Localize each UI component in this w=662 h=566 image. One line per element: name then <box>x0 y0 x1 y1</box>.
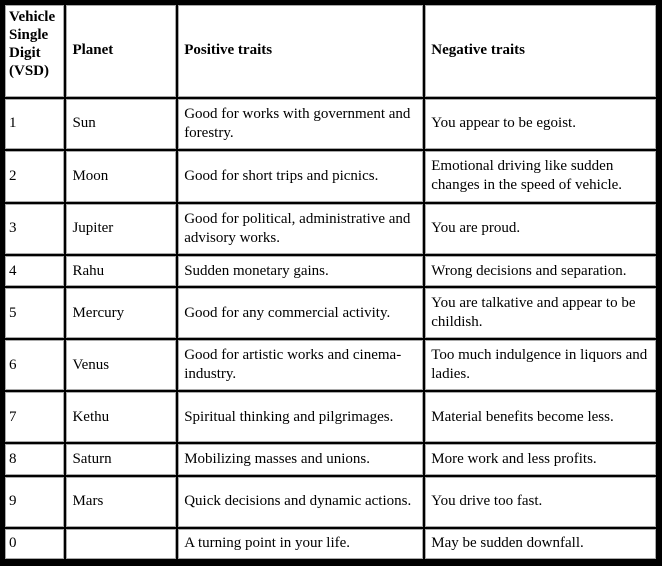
cell-positive: Sudden monetary gains. <box>178 256 423 286</box>
vsd-traits-table <box>3 3 658 561</box>
table-row <box>5 529 656 559</box>
cell-negative: You are talkative and appear to be childish. <box>425 288 656 338</box>
cell-digit: 9 <box>5 477 64 527</box>
header-planet: Planet <box>66 5 176 97</box>
cell-planet: Jupiter <box>66 204 176 254</box>
cell-negative: Wrong decisions and separation. <box>425 256 656 286</box>
table-row <box>5 477 656 527</box>
cell-digit: 3 <box>5 204 64 254</box>
cell-negative: More work and less profits. <box>425 444 656 474</box>
cell-positive: A turning point in your life. <box>178 529 423 559</box>
cell-digit: 6 <box>5 340 64 390</box>
table-row <box>5 99 656 149</box>
cell-negative: May be sudden downfall. <box>425 529 656 559</box>
cell-planet: Mercury <box>66 288 176 338</box>
table-row <box>5 392 656 442</box>
table-row <box>5 151 656 202</box>
header-positive-traits: Positive traits <box>178 5 423 97</box>
cell-planet: Sun <box>66 99 176 149</box>
cell-planet: Rahu <box>66 256 176 286</box>
cell-negative: Emotional driving like sudden changes in the speed of vehicle. <box>425 151 656 202</box>
cell-negative: You are proud. <box>425 204 656 254</box>
cell-positive: Spiritual thinking and pilgrimages. <box>178 392 423 442</box>
header-vsd: Vehicle Single Digit (VSD) <box>5 5 64 97</box>
cell-digit: 1 <box>5 99 64 149</box>
table-row <box>5 256 656 286</box>
cell-positive: Quick decisions and dynamic actions. <box>178 477 423 527</box>
cell-positive: Good for short trips and picnics. <box>178 151 423 202</box>
cell-positive: Mobilizing masses and unions. <box>178 444 423 474</box>
cell-negative: Too much indulgence in liquors and ladies. <box>425 340 656 390</box>
cell-planet: Venus <box>66 340 176 390</box>
table-row <box>5 444 656 474</box>
cell-digit: 4 <box>5 256 64 286</box>
cell-negative: Material benefits become less. <box>425 392 656 442</box>
table-row <box>5 288 656 338</box>
cell-positive: Good for works with government and forestry. <box>178 99 423 149</box>
cell-digit: 7 <box>5 392 64 442</box>
header-row <box>5 5 656 97</box>
cell-negative: You drive too fast. <box>425 477 656 527</box>
cell-positive: Good for artistic works and cinema-industry. <box>178 340 423 390</box>
cell-positive: Good for political, administrative and advisory works. <box>178 204 423 254</box>
cell-planet: Kethu <box>66 392 176 442</box>
cell-digit: 2 <box>5 151 64 202</box>
cell-planet: Moon <box>66 151 176 202</box>
cell-planet <box>66 529 176 559</box>
cell-digit: 8 <box>5 444 64 474</box>
cell-negative: You appear to be egoist. <box>425 99 656 149</box>
table-row <box>5 340 656 390</box>
cell-digit: 0 <box>5 529 64 559</box>
cell-planet: Mars <box>66 477 176 527</box>
header-negative-traits: Negative traits <box>425 5 656 97</box>
table-row <box>5 204 656 254</box>
cell-planet: Saturn <box>66 444 176 474</box>
cell-digit: 5 <box>5 288 64 338</box>
cell-positive: Good for any commercial activity. <box>178 288 423 338</box>
